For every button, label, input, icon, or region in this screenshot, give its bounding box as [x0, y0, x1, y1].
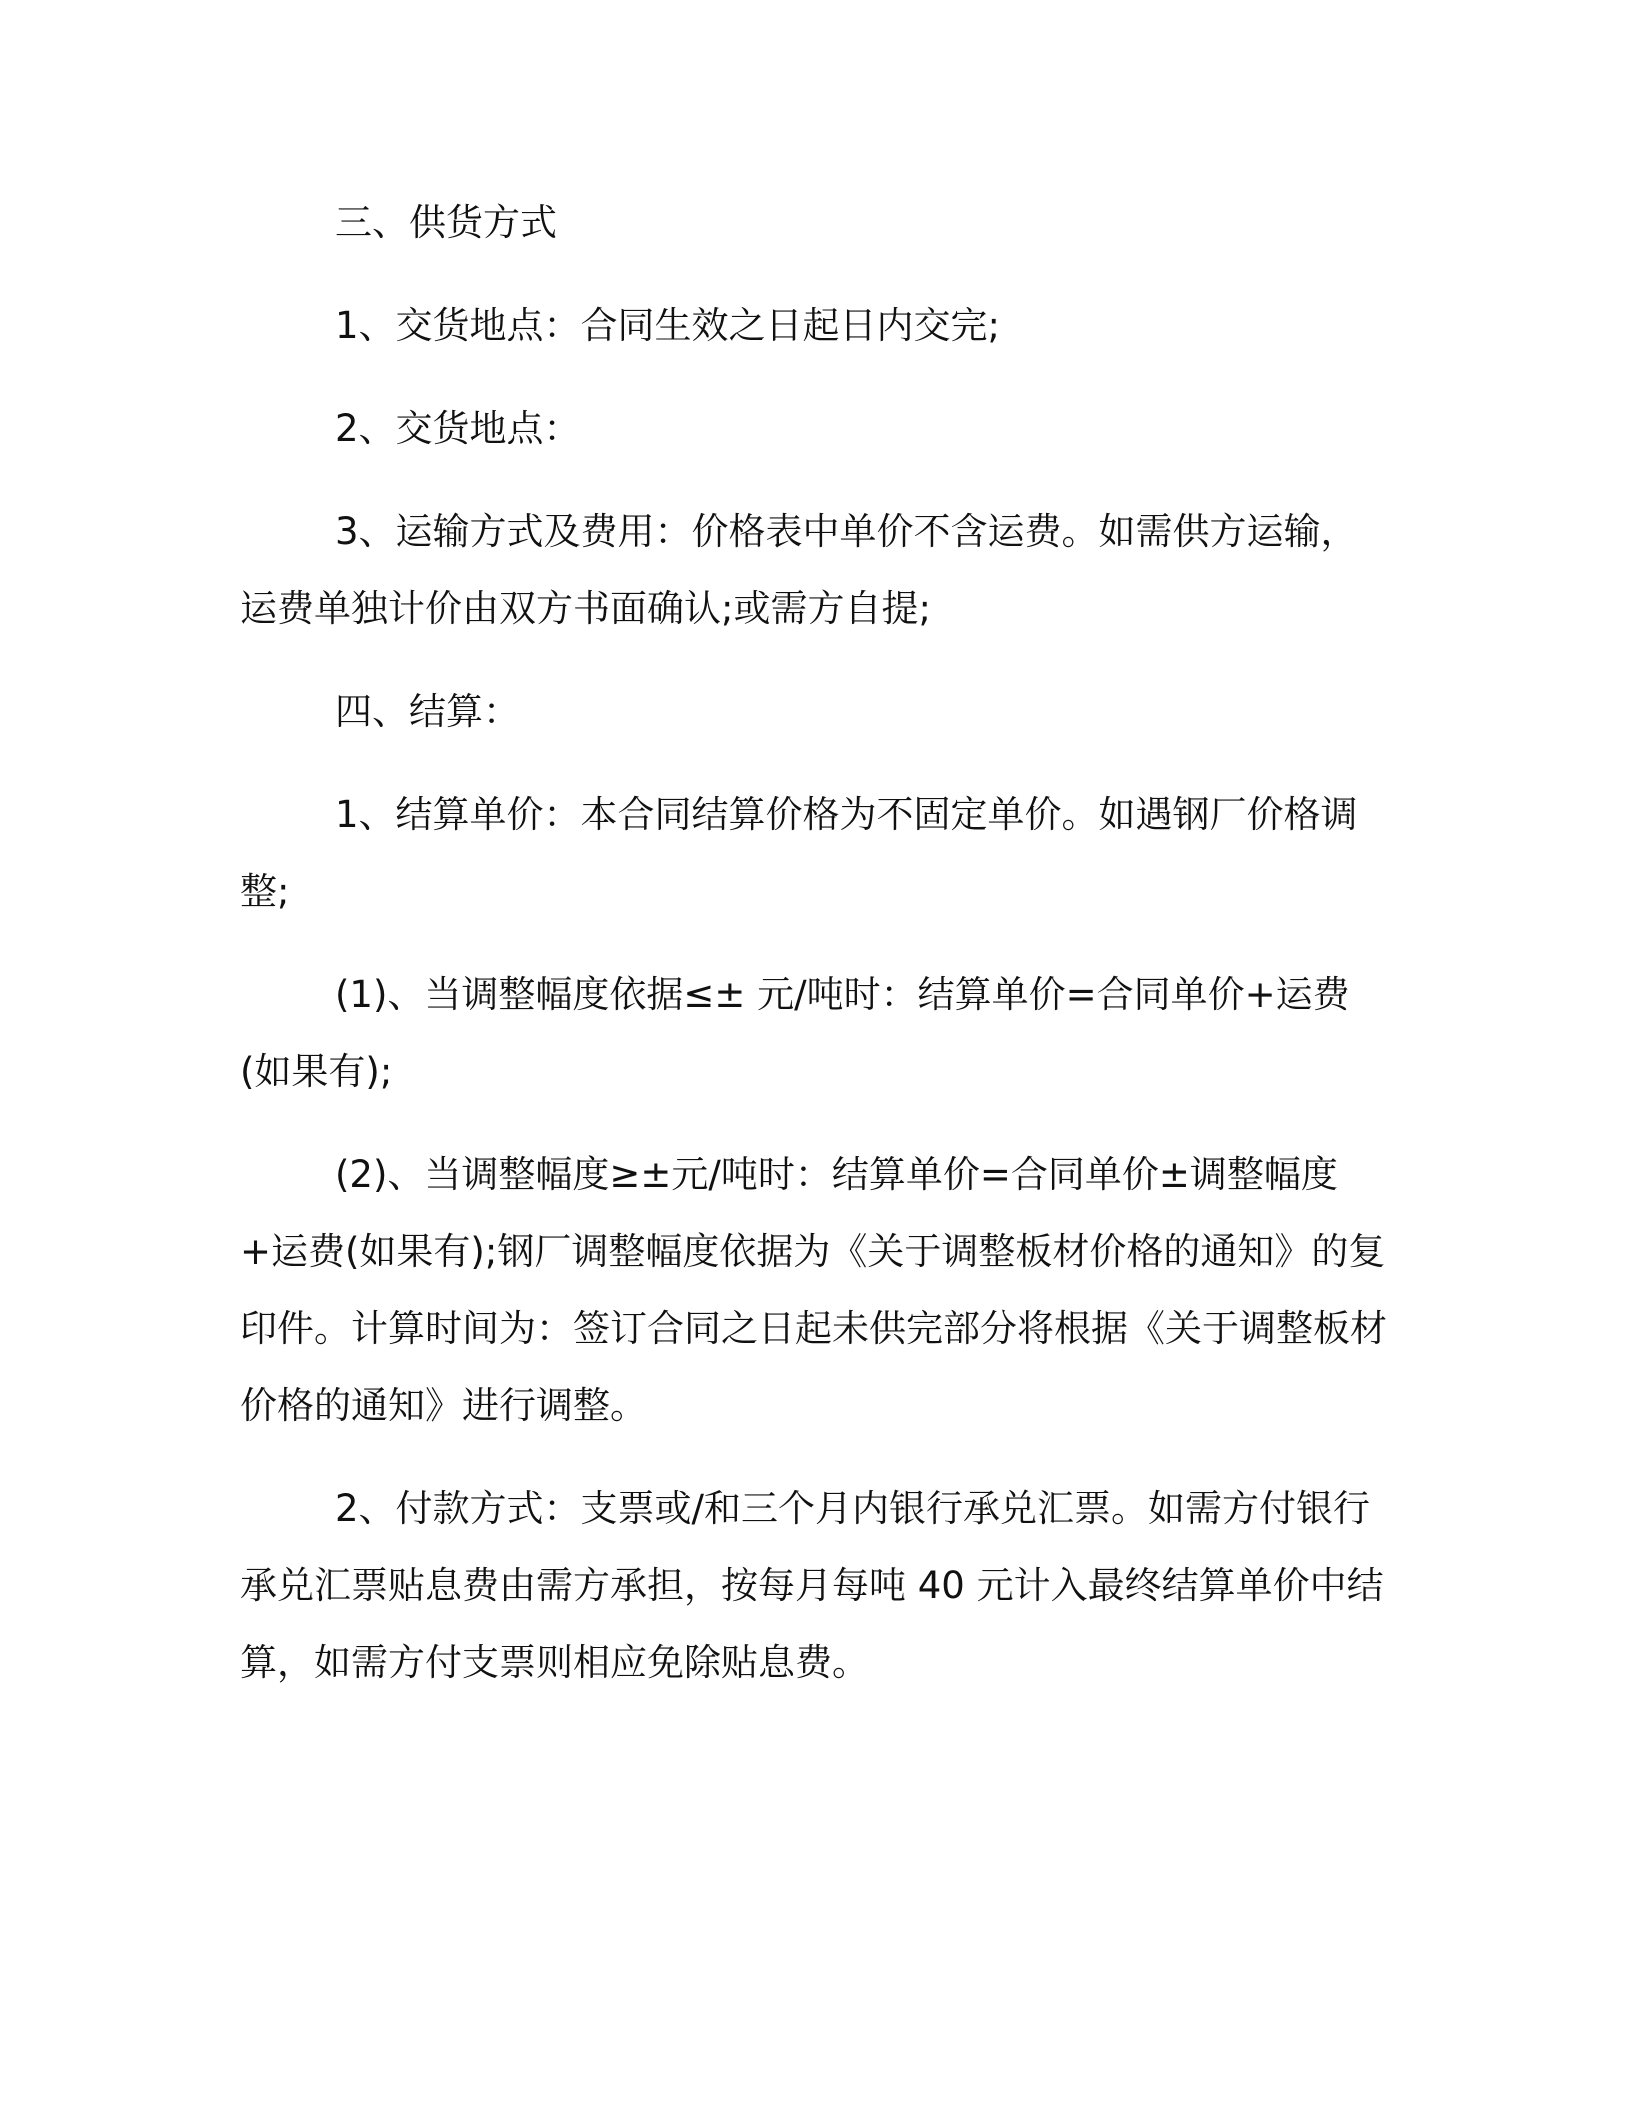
clause-transport-and-cost: 3、运输方式及费用：价格表中单价不含运费。如需供方运输，运费单独计价由双方书面确认;或需方自提;: [240, 510, 1358, 630]
section-heading-supply-method: 三、供货方式: [335, 201, 557, 244]
document-body: [240, 184, 1392, 1727]
clause-adjustment-case-2: (2)、当调整幅度≥±元/吨时：结算单价=合同单价±调整幅度+运费(如果有);钢厂调整幅度依据为《关于调整板材价格的通知》的复印件。计算时间为：签订合同之日起未供完部分将根据《关于调整板材价格的通知》进行调整。: [240, 1153, 1387, 1427]
clause-delivery-time: 1、交货地点：合同生效之日起日内交完;: [335, 304, 1001, 347]
clause-payment-method: 2、付款方式：支票或/和三个月内银行承兑汇票。如需方付银行承兑汇票贴息费由需方承担，按每月每吨 40 元计入最终结算单价中结算，如需方付支票则相应免除贴息费。: [240, 1487, 1384, 1684]
clause-adjustment-case-1: (1)、当调整幅度依据≤± 元/吨时：结算单价=合同单价+运费(如果有);: [240, 973, 1350, 1093]
section-heading-settlement: 四、结算：: [335, 690, 520, 733]
clause-settlement-unit-price: 1、结算单价：本合同结算价格为不固定单价。如遇钢厂价格调整;: [240, 793, 1358, 913]
clause-delivery-location: 2、交货地点：: [335, 407, 581, 450]
